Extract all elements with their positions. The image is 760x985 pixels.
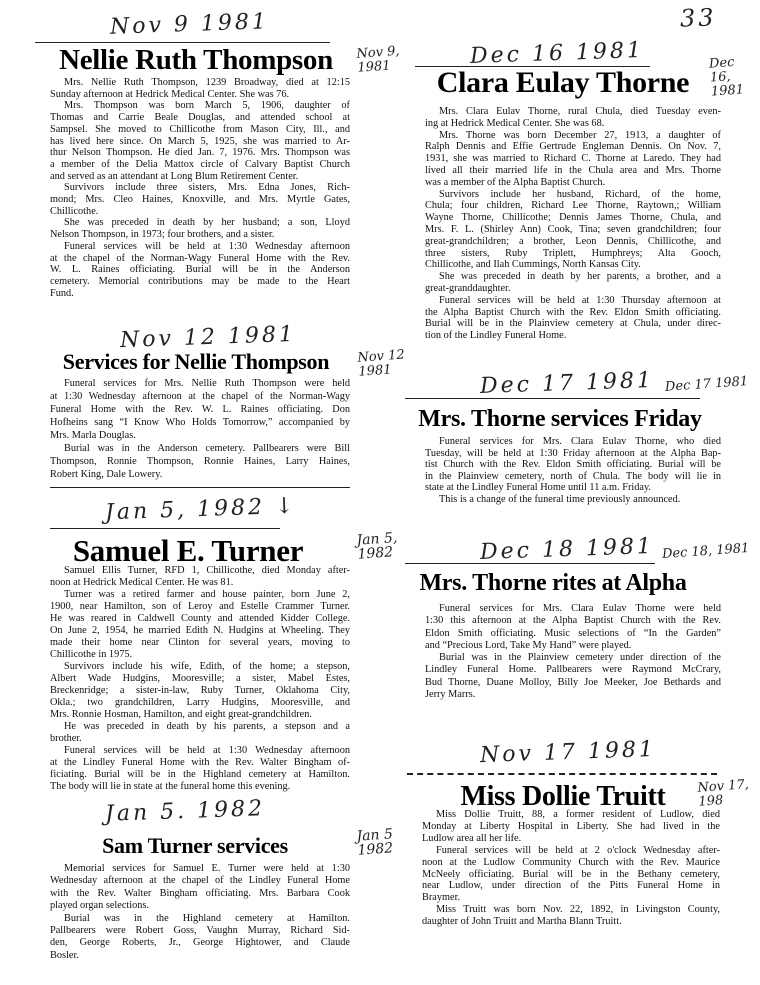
text-line: Ludlow area all her life.: [422, 832, 522, 844]
text-line: at the chapel of the Norman-Wagy Funeral Home with the Rev.: [50, 252, 350, 264]
text-line: with the Rev. Walter Bingham officiating. Mrs. Barbara Cook: [50, 887, 350, 899]
paragraph: [50, 241, 350, 300]
text-line: On June 2, 1954, he married Edith N. Hudgins at Wheeling. They: [50, 625, 350, 636]
article-body: [425, 603, 721, 701]
text-line: Mrs. Marla Douglas.: [50, 430, 136, 441]
divider: [50, 528, 280, 529]
text-line: Survivors include three sisters, Mrs. Edna Jones, Rich-: [64, 182, 350, 194]
text-line: Chillicothe, and Ilah Cummings, North Kansas City.: [425, 259, 641, 271]
text-line: Braymer.: [422, 892, 461, 904]
text-line: mond; Mrs. Cleo Haines, Knoxville, and Mrs. Myrtle Gates,: [50, 194, 350, 206]
text-line: Mrs. F. L. (Shirley Ann) Cook, Tina; seven grandchildren; four: [425, 223, 721, 235]
divider: [407, 773, 717, 775]
article-body: [422, 809, 720, 928]
paragraph: [50, 77, 350, 100]
text-line: great-grandchildren; a brother, Leon Dennis, Chillicothe, and: [425, 235, 721, 247]
text-line: Monday at Liberty Hospital in Liberty. She had lived in the: [422, 820, 720, 832]
article-body: [50, 565, 350, 793]
text-line: Funeral services will be held at 1:30 Wednesday afternoon: [64, 745, 350, 756]
text-line: W. L. Raines officiating. Burial will be in the Anderson: [50, 264, 350, 276]
text-line: tion of the Lindley Funeral Home.: [425, 330, 567, 342]
text-line: Sunday afternoon at Hedrick Medical Center. She was 76.: [50, 88, 290, 100]
text-line: Burial will be in the Plainview cemetery at Chula, under direc-: [425, 318, 721, 330]
margin-date-note: Nov 17, 198: [697, 777, 750, 810]
margin-date-note: Nov 9, 1981: [356, 43, 401, 76]
text-line: She was preceded in death by her husband; a son, Lloyd: [64, 217, 350, 229]
text-line: 1931, she was married to Richard C. Thorne at Laredo. They had: [425, 153, 721, 165]
text-line: a member of the Delia Mattox circle of Calvary Baptist Church: [50, 158, 350, 170]
text-line: Funeral services for Mrs. Clara Eulav Thorne were held: [439, 603, 721, 614]
text-line: Albert Wade Hudgins, Mooresville; a sister, Mabel Estes,: [50, 673, 350, 684]
paragraph: [50, 182, 350, 217]
paragraph: [50, 377, 350, 442]
paragraph: [50, 217, 350, 240]
text-line: has lived here since. On March 5, 1925, she was married to Ar-: [50, 135, 350, 147]
text-line: made their home near Clinton for several years, moving to: [50, 637, 350, 648]
text-line: and served as an attendant at Long Blum Retirement Center.: [50, 170, 299, 182]
handwritten-date: Jan 5. 1982: [104, 796, 266, 827]
paragraph: [425, 603, 721, 652]
text-line: Miss Dollie Truitt, 88, a former resident of Ludlow, died: [436, 809, 720, 820]
paragraph: [50, 100, 350, 182]
divider: [405, 563, 655, 564]
text-line: Eldon Smith officiating. Music selections of “In the Garden”: [425, 627, 721, 639]
text-line: Thompson, Ronnie Thompson, Ronnie Haines, Larry Haines,: [50, 456, 350, 467]
text-line: three sisters, Ruby Triplett, Humphreys; Alta Gooch,: [425, 247, 721, 259]
article-body: [425, 106, 721, 342]
text-line: Mrs. Clara Eulav Thorne, rural Chula, died Tuesday even-: [439, 106, 721, 117]
handwritten-date: Nov 9 1981: [109, 9, 270, 40]
margin-date-note: Dec 18, 1981: [661, 540, 750, 563]
text-line: Bud Thorne, Duane Molloy, Billy Joe Meeker, Joe Bethards and: [425, 676, 721, 688]
text-line: Survivors include her husband, Richard, of the home,: [439, 188, 721, 200]
handwritten-date: Dec 18 1981: [479, 533, 655, 566]
paragraph: [422, 809, 720, 845]
paragraph: [425, 271, 721, 295]
text-line: daughter of John Truitt and Martha Blann Truitt.: [422, 916, 622, 928]
handwritten-date: Jan 5, 1982 ↓: [104, 493, 297, 526]
paragraph: [425, 436, 721, 494]
paragraph: [422, 845, 720, 905]
text-line: Burial was in the Plainview cemetery under direction of the: [439, 652, 721, 664]
paragraph: [50, 565, 350, 589]
text-line: Funeral Home with the Rev. W. L. Raines officiating. Don: [50, 404, 350, 415]
text-line: Fund.: [50, 287, 74, 299]
paragraph: [50, 661, 350, 721]
text-line: the Alpha Baptist Church with the Rev. Eldon Smith officiating.: [425, 306, 721, 318]
text-line: Pallbearers were Robert Goss, Vaughn Murray, Richard Sid-: [50, 925, 350, 937]
text-line: Miss Truitt was born Nov. 22, 1892, in Livingston County,: [436, 904, 720, 916]
paragraph: [425, 652, 721, 701]
text-line: thur Nelson Thompson. He died Jan. 7, 1976. Mrs. Thompson was: [50, 147, 350, 159]
text-line: Sampsel. She moved to Chillicothe from Mason City, Ill., and: [50, 123, 350, 135]
text-line: Jerry Marrs.: [425, 689, 476, 701]
text-line: and “Precious Lord, Take My Hand” were played.: [425, 639, 632, 651]
text-line: McNeely officiating. Burial will be in the Bethany cemetery,: [422, 868, 720, 880]
text-line: noon at Hedrick Medical Center. He was 81.: [50, 577, 234, 588]
text-line: She was preceded in death by her parents, a brother, and a: [439, 271, 721, 283]
article-body: [425, 436, 721, 506]
text-line: Nelson Thompson, in 1973; four brothers, and a sister.: [50, 229, 275, 241]
text-line: Robert King, Dale Lowery.: [50, 469, 163, 480]
text-line: Samuel Ellis Turner, RFD 1, Chillicothe, died Monday after-: [64, 565, 350, 576]
text-line: Funeral services will be held at 2 o'clock Wednesday after-: [436, 844, 720, 856]
text-line: He was reared in Caldwell County and attended Kidder College.: [50, 613, 350, 624]
headline: Nellie Ruth Thompson: [59, 44, 333, 76]
text-line: played organ selections.: [50, 900, 150, 912]
text-line: state at the Lindley Funeral Home until 11 a.m. Friday.: [425, 482, 652, 494]
divider: [50, 487, 350, 488]
handwritten-date: Nov 17 1981: [479, 736, 657, 769]
headline: Samuel E. Turner: [72, 533, 304, 568]
handwritten-date: Dec 17 1981: [479, 367, 655, 400]
text-line: lived all their married life in the Chula area and Mrs. Thorne: [425, 164, 721, 176]
article-body: [50, 377, 350, 481]
text-line: noon at the Ludlow Community Church with the Rev. Maurice: [422, 856, 720, 868]
margin-date-note: Dec 16, 1981: [708, 54, 745, 100]
text-line: ing at Hedrick Medical Center. She was 68.: [425, 117, 605, 129]
paragraph: [425, 295, 721, 342]
text-line: The body will lie in state at the funeral home this evening.: [50, 781, 291, 792]
margin-date-note: Jan 5, 1982: [356, 529, 398, 563]
text-line: Chillicothe.: [50, 205, 99, 217]
paragraph: [50, 913, 350, 963]
divider: [35, 42, 330, 43]
text-line: Turner was a retired farmer and house painter, born June 2,: [64, 589, 350, 600]
margin-date-note: Dec 17 1981: [664, 374, 749, 395]
divider: [405, 398, 700, 399]
text-line: in the Plainview cemetery, north of Chula. The body will lie in: [425, 470, 721, 482]
text-line: Tuesday, will be held at 1:30 Friday afternoon at the Alpha Bap-: [425, 447, 721, 459]
text-line: cemetery. Memorial contributions may be made to the Heart: [50, 275, 350, 287]
text-line: Wayne Thorne, Chillicothe; Dennis James Thorne, Chula, and: [425, 212, 721, 224]
paragraph: [50, 863, 350, 913]
text-line: Mrs. Thompson was born March 5, 1906, daughter of: [64, 100, 350, 112]
text-line: was a member of the Alpha Baptist Church.: [425, 176, 606, 188]
text-line: Burial was in the Highland cemetery at Hamilton.: [64, 912, 350, 924]
text-line: tist Church with the Rev. Eldon Smith officiating. Burial will be: [425, 459, 721, 471]
text-line: Hofheins sang “I Know Who Holds Tomorrow,” accompanied by: [50, 417, 350, 428]
text-line: Funeral services for Mrs. Clara Eulav Thorne, who died: [439, 436, 721, 447]
headline: Services for Nellie Thompson: [62, 349, 330, 374]
paragraph: [425, 494, 721, 506]
headline: Clara Eulay Thorne: [436, 66, 690, 99]
text-line: Mrs. Nellie Ruth Thompson, 1239 Broadway, died at 12:15: [64, 77, 350, 88]
article-body: [50, 77, 350, 299]
text-line: Funeral services will be held at 1:30 Wednesday afternoon: [64, 240, 350, 252]
text-line: Chula; four children, Richard Lee Thorne, Raytown,; William: [425, 200, 721, 212]
paragraph: [50, 721, 350, 745]
paragraph: [425, 106, 721, 130]
text-line: Bosler.: [50, 949, 79, 961]
text-line: near Ludlow, under direction of the Pitts Funeral Home in: [422, 880, 720, 892]
text-line: Ralph Dennis and Effie Gertrude Engleman Dennis. On Nov. 7,: [425, 141, 721, 153]
headline: Miss Dollie Truitt: [460, 781, 666, 812]
text-line: 1:30 this afternoon at the Alpha Baptist Church with the Rev.: [425, 615, 721, 627]
article-body: [50, 863, 350, 962]
margin-date-note: Nov 12 1981: [357, 347, 406, 380]
paragraph: [50, 442, 350, 481]
text-line: Chillicothe in 1975.: [50, 649, 133, 660]
paragraph: [425, 189, 721, 272]
text-line: Breckenridge; a sister-in-law, Ruby Turner, Oklahoma City,: [50, 685, 350, 696]
text-line: ficiating. Burial will be in the Highland cemetery at Hamilton.: [50, 769, 350, 780]
text-line: Thomas and Carrie Beale Douglas, and attended school at: [50, 112, 350, 124]
handwritten-date: Nov 12 1981: [119, 321, 297, 354]
text-line: Funeral services will be held at 1:30 Thursday afternoon at: [439, 294, 721, 306]
text-line: brother.: [50, 733, 82, 744]
text-line: Funeral services for Mrs. Nellie Ruth Thompson were held: [64, 378, 350, 389]
text-line: Survivors include his wife, Edith, of the home; a stepson,: [64, 661, 350, 672]
text-line: at the Lindley Funeral Home with the Rev. Walter Bingham of-: [50, 757, 350, 768]
paragraph: [425, 130, 721, 189]
text-line: Wednesday afternoon at the chapel of the Lindley Funeral Home: [50, 875, 350, 887]
text-line: Mrs. Thorne was born December 27, 1913, a daughter of: [439, 129, 721, 141]
headline: Mrs. Thorne services Friday: [418, 406, 702, 432]
text-line: at 1:30 Wednesday afternoon at the chapel of the Norman-Wagy: [50, 391, 350, 402]
paragraph: [50, 589, 350, 661]
text-line: He was preceded in death by his parents, a stepson and a: [64, 721, 350, 732]
headline: Mrs. Thorne rites at Alpha: [419, 570, 687, 596]
paragraph: [422, 904, 720, 928]
paragraph: [50, 745, 350, 793]
text-line: Memorial services for Samuel E. Turner were held at 1:30: [64, 863, 350, 874]
handwritten-date: Dec 16 1981: [469, 37, 645, 70]
headline: Sam Turner services: [102, 833, 288, 858]
text-line: den, George Roberts, Jr., George Hightower, and Claude: [50, 937, 350, 949]
text-line: Mrs. Ronnie Hosman, Hamilton, and eight great-grandchildren.: [50, 709, 312, 720]
text-line: Lindley Funeral Home. Pallbearers were Raymond McCrary,: [425, 664, 721, 676]
margin-date-note: Jan 5 1982: [356, 826, 394, 859]
text-line: great-granddaughter.: [425, 282, 511, 294]
text-line: 1900, near Hamilton, son of Leroy and Estelle Crammer Turner.: [50, 601, 350, 612]
text-line: Okla.; two grandchildren, Larry Hudgins, Mooresville, and: [50, 697, 350, 708]
page-number: 33: [679, 3, 718, 33]
text-line: Burial was in the Anderson cemetery. Pallbearers were Bill: [64, 443, 350, 454]
text-line: This is a change of the funeral time previously announced.: [439, 493, 681, 505]
